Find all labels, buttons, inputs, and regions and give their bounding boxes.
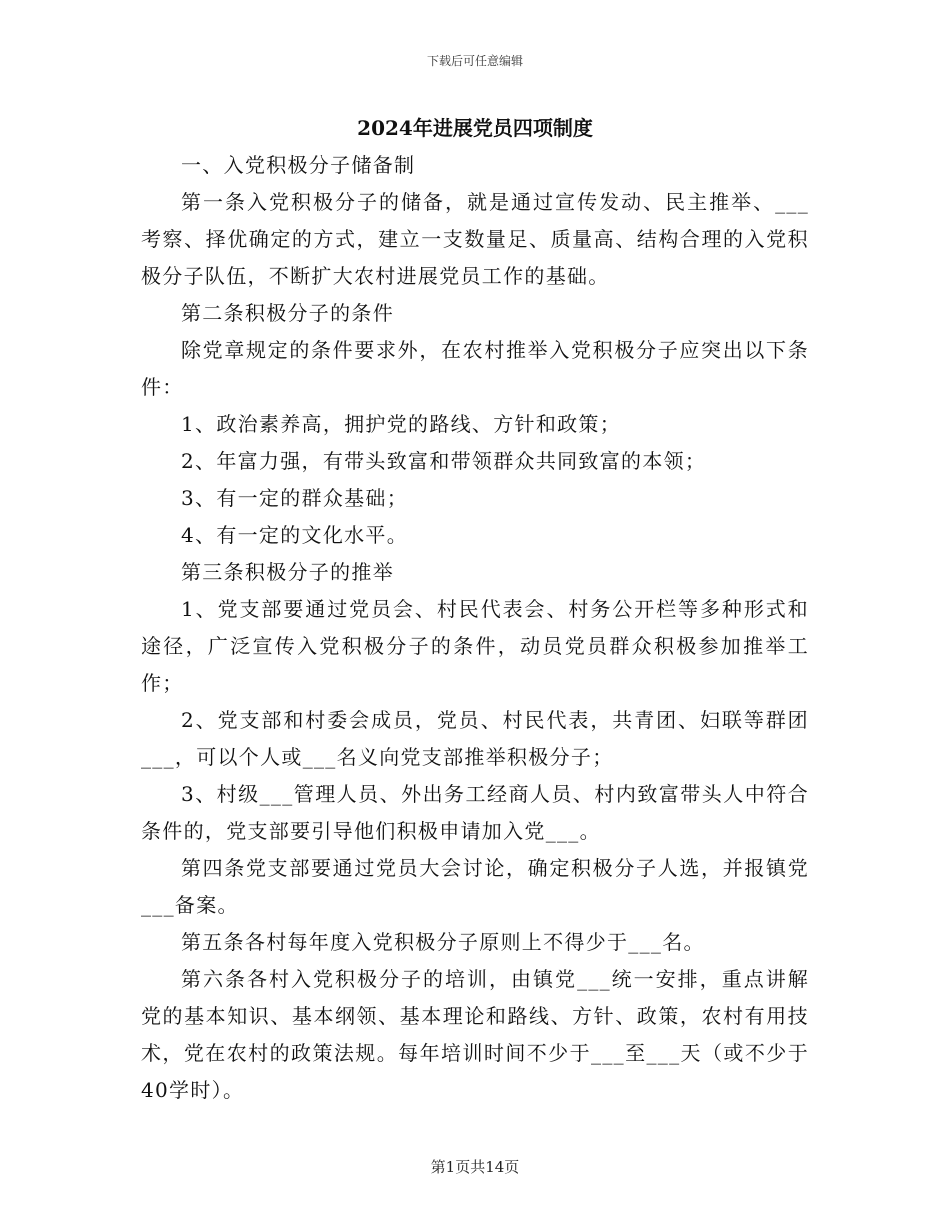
list-item: 1、党支部要通过党员会、村民代表会、村务公开栏等多种形式和途径，广泛宣传入党积极分子的条件，动员党员群众积极参加推举工作； xyxy=(141,597,809,695)
list-item: 2、党支部和村委会成员，党员、村民代表，共青团、妇联等群团___，可以个人或___名义向党支部推举积极分子； xyxy=(141,708,809,769)
paragraph: 第四条党支部要通过党员大会讨论，确定积极分子人选，并报镇党___备案。 xyxy=(141,856,809,917)
document-body xyxy=(141,147,809,1109)
list-item: 3、村级___管理人员、外出务工经商人员、村内致富带头人中符合条件的，党支部要引导他们积极申请加入党___。 xyxy=(141,782,809,843)
paragraph: 第一条入党积极分子的储备，就是通过宣传发动、民主推举、___考察、择优确定的方式，建立一支数量足、质量高、结构合理的入党积极分子队伍，不断扩大农村进展党员工作的基础。 xyxy=(141,190,809,288)
article-heading: 第二条积极分子的条件 xyxy=(181,301,394,325)
article-heading: 第三条积极分子的推举 xyxy=(181,560,394,584)
list-item: 2、年富力强，有带头致富和带领群众共同致富的本领； xyxy=(181,449,707,473)
list-item: 1、政治素养高，拥护党的路线、方针和政策； xyxy=(181,412,622,436)
list-item: 3、有一定的群众基础； xyxy=(181,486,409,510)
page-number: 第1页共14页 xyxy=(430,1158,520,1176)
header-note: 下载后可任意编辑 xyxy=(426,54,523,68)
section-heading: 一、入党积极分子储备制 xyxy=(181,153,416,177)
list-item: 4、有一定的文化水平。 xyxy=(181,523,409,547)
paragraph: 第五条各村每年度入党积极分子原则上不得少于___名。 xyxy=(181,930,705,954)
document-title: 2024年进展党员四项制度 xyxy=(357,116,593,140)
paragraph: 除党章规定的条件要求外，在农村推举入党积极分子应突出以下条件： xyxy=(141,338,809,399)
paragraph: 第六条各村入党积极分子的培训，由镇党___统一安排，重点讲解党的基本知识、基本纲领、基本理论和路线、方针、政策，农村有用技术，党在农村的政策法规。每年培训时间不少于___至___天（或不少于40学时）。 xyxy=(141,967,809,1102)
